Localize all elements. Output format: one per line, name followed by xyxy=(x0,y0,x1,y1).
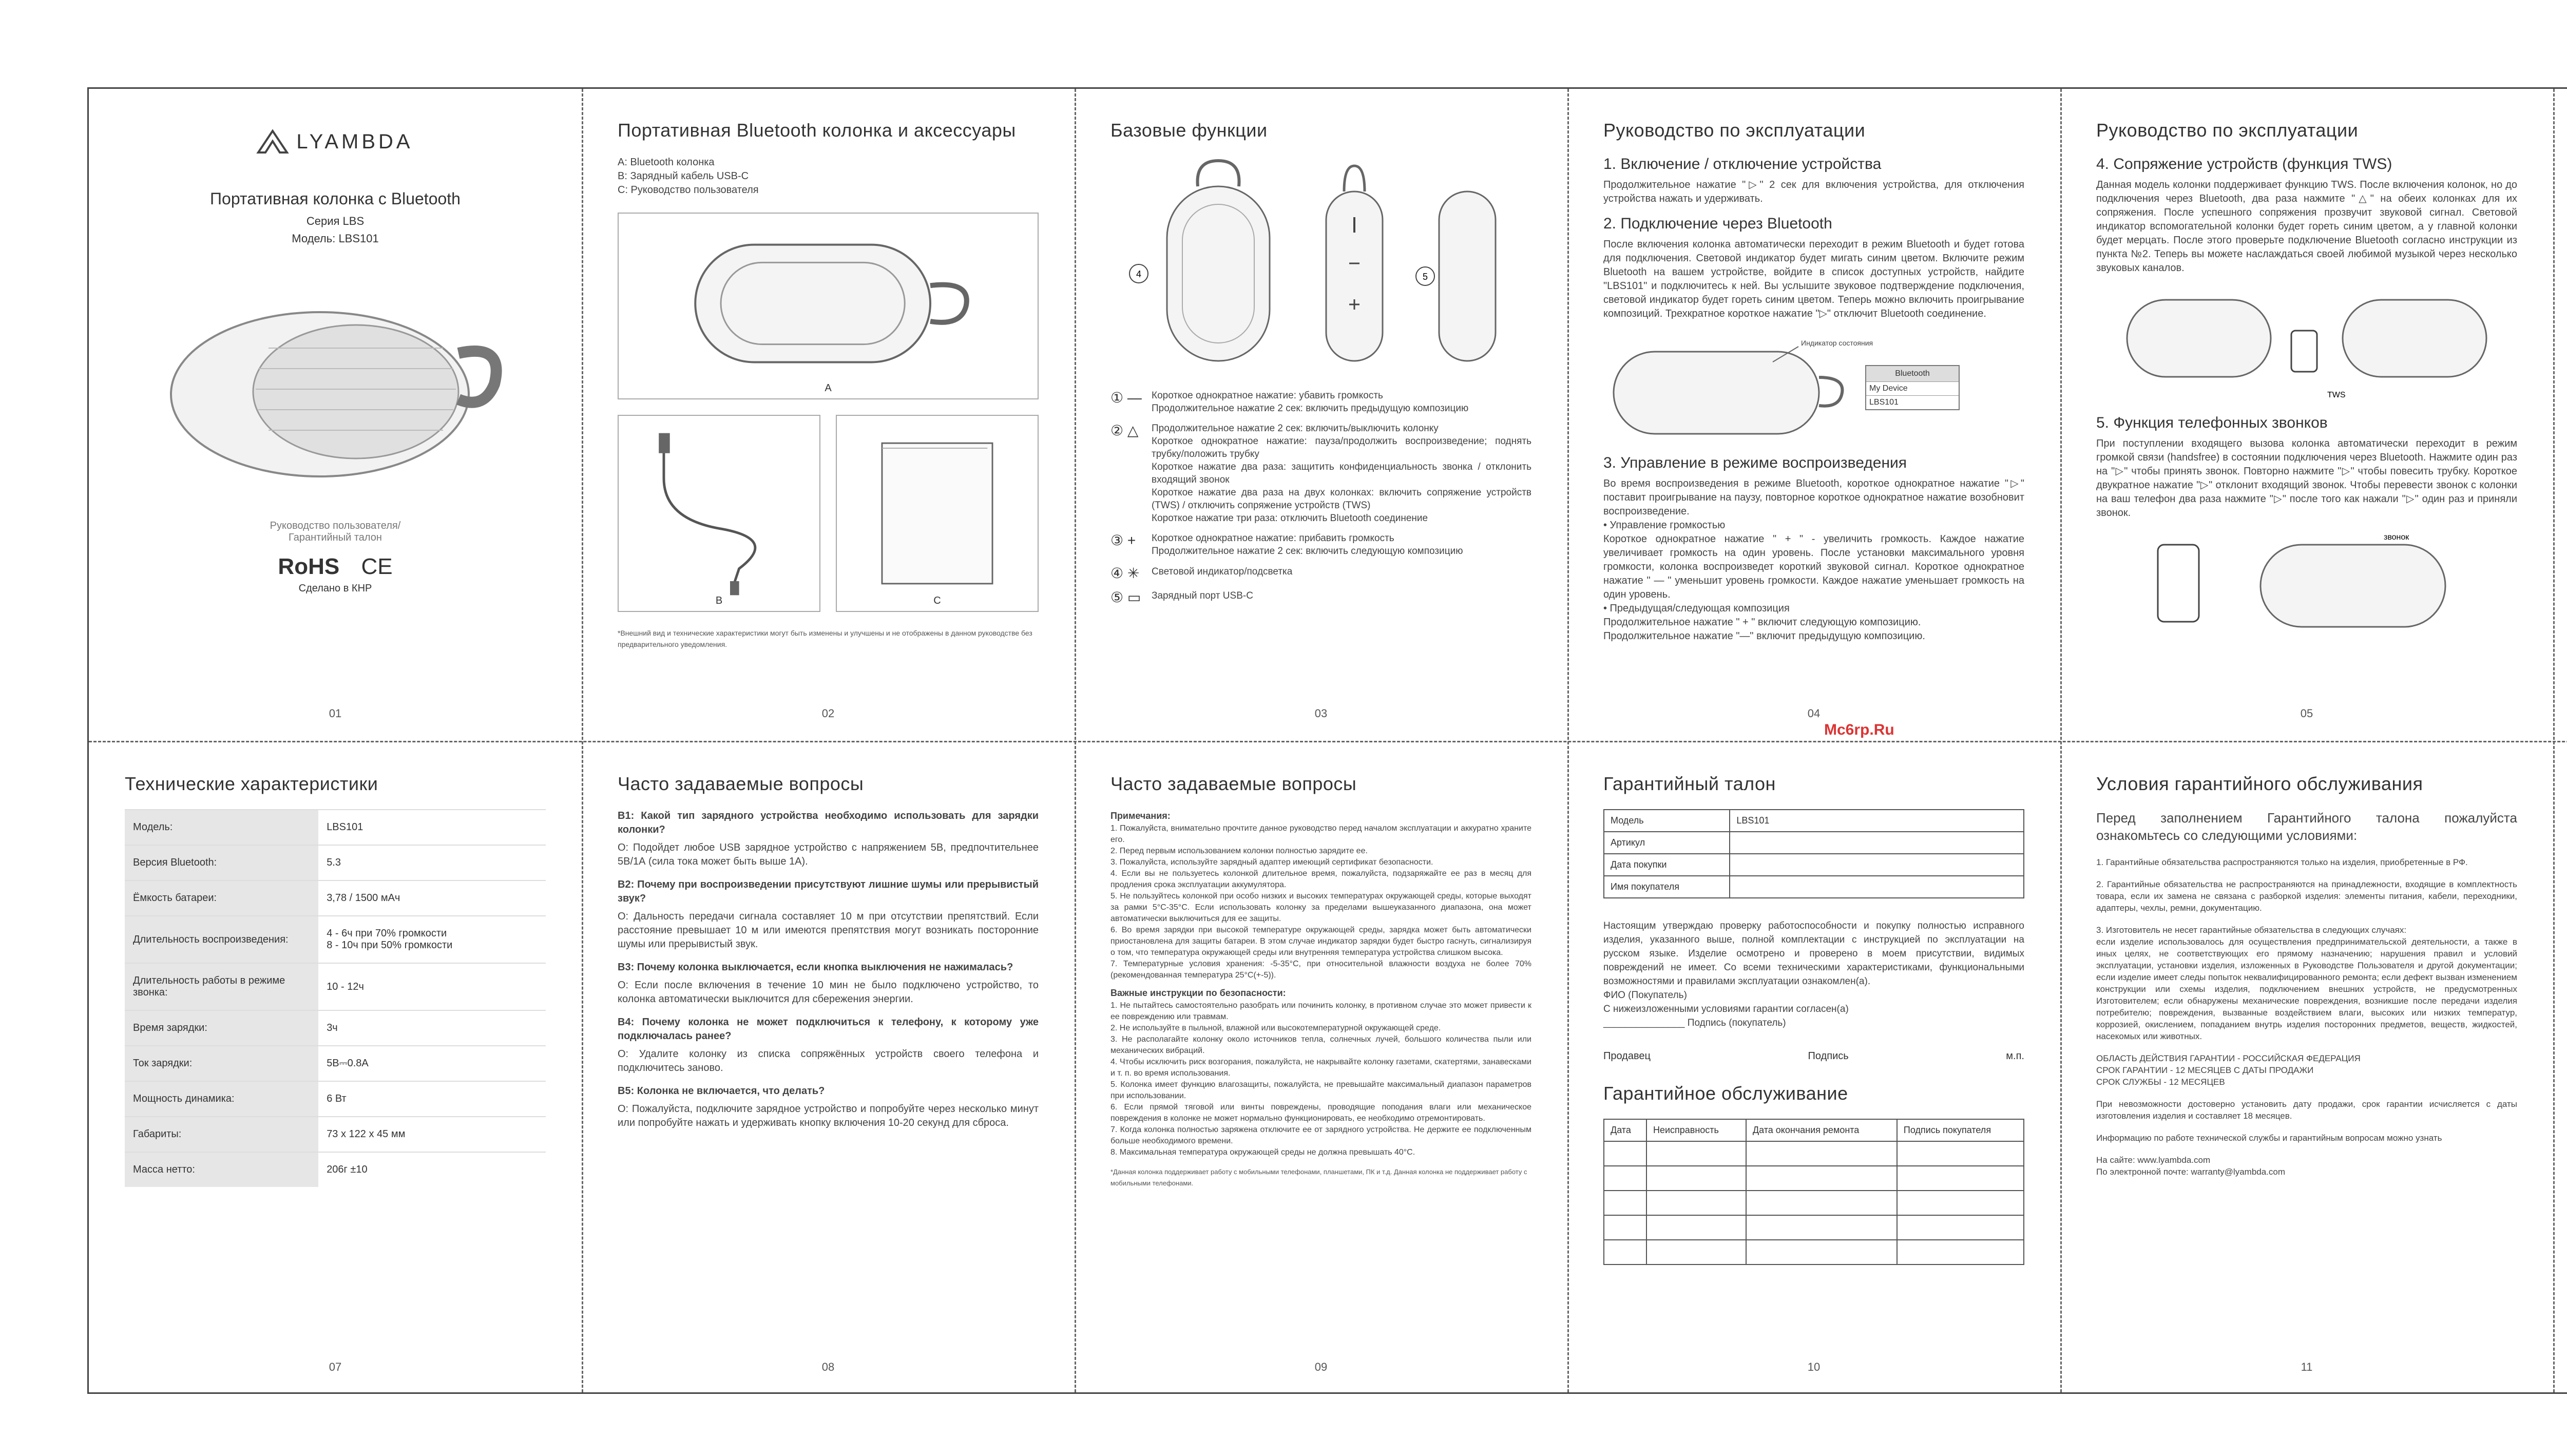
manual-panel-1 xyxy=(1567,89,2060,741)
function-item xyxy=(1110,389,1531,415)
page-number: 07 xyxy=(329,1361,342,1373)
warranty-text: Настоящим утверждаю проверку работоспособности и покупку полностью исправного изделия, указанного выше, полной комплектации с инструкцией по эксплуатации на русском языке. Изделие осмотрено и проверено в моем присутствии, видимых повреждений не имеет. Со всеми техническими характеристиками, функциональными возможностями и правилами эксплуатации ознакомлен(а). ФИО (Покупатель) С нижеизложенными условиями гарантии согласен(а) _______________ Подпись (покупатель) xyxy=(1603,921,2024,1028)
manual-panel-2 xyxy=(2060,89,2553,741)
watermark: Mc6rp.Ru xyxy=(1824,721,1894,738)
faq-question: В4: Почему колонка не может подключиться к телефону, к которому уже подключалась ранее? xyxy=(618,1017,1039,1042)
specs-panel xyxy=(89,742,582,1394)
basic-functions-panel xyxy=(1075,89,1567,741)
warranty-title: Гарантийный талон xyxy=(1603,773,1776,794)
cover-guide: Руководство пользователя/ xyxy=(270,520,401,531)
manual-box xyxy=(836,415,1039,612)
brand-logo xyxy=(125,130,546,154)
rohs-mark: RoHS xyxy=(278,554,340,579)
spec-value: 3,78 / 1500 мАч xyxy=(318,880,546,916)
section-title: 4. Сопряжение устройств (функция TWS) xyxy=(2096,156,2392,173)
warranty-region: ОБЛАСТЬ ДЕЙСТВИЯ ГАРАНТИИ - РОССИЙСКАЯ ФЕДЕРАЦИЯ СРОК ГАРАНТИИ - 12 МЕСЯЦЕВ С ДАТЫ ПРОДАЖИ СРОК СЛУЖБЫ - 12 МЕСЯЦЕВ xyxy=(2096,1053,2361,1087)
accessory-item: A: Bluetooth колонка xyxy=(618,157,715,168)
cover-title: Портативная колонка с Bluetooth xyxy=(210,189,461,208)
faq-question: В3: Почему колонка выключается, если кнопка выключения не нажималась? xyxy=(618,962,1013,973)
spec-value: 5В⎓0.8A xyxy=(318,1046,546,1081)
faq-title: Часто задаваемые вопросы xyxy=(618,773,864,794)
phone-bluetooth-menu xyxy=(1865,365,1960,410)
speaker-top-view xyxy=(619,214,1038,398)
spec-row xyxy=(125,810,546,845)
tws-caption: TWS xyxy=(2327,391,2346,399)
accessories-panel xyxy=(582,89,1075,741)
brand-name: LYAMBDA xyxy=(296,130,413,153)
label-c: C xyxy=(933,595,941,606)
faq2-title: Часто задаваемые вопросы xyxy=(1110,773,1357,794)
service-header: Дата окончания ремонта xyxy=(1746,1119,1897,1141)
specs-title: Технические характеристики xyxy=(125,773,378,794)
faq-answer: О: Подойдет любое USB зарядное устройство с напряжением 5В, предпочтительнее 5В/1А (сила тока может быть выше 1А). xyxy=(618,842,1039,867)
section-text: Данная модель колонки поддерживает функцию TWS. После включения колонок, но до подключения через Bluetooth, два раза нажмите "△" на обеих колонках для их сопряжения. После успешного сопряжения прозвучит звуковой сигнал. Световой индикатор вспомогательной колонки будет гореть синим цветом, а у главной колонки будет мерцать. После этого проверьте подключение Bluetooth согласно инструкции из пункта №2. Теперь вы можете наслаждаться своей любимой музыкой через несколько звуковых каналов. xyxy=(2096,179,2517,274)
stamp-label: м.п. xyxy=(2006,1050,2024,1062)
manual1-title: Руководство по эксплуатации xyxy=(1603,120,1866,141)
cable-box xyxy=(618,415,820,612)
usb-cable-icon xyxy=(619,416,819,611)
function-text: Световой индикатор/подсветка xyxy=(1152,566,1293,577)
section-title: 5. Функция телефонных звонков xyxy=(2096,414,2328,431)
section-text: Продолжительное нажатие "▷" 2 сек для включения устройства, для отключения устройства нажать и удерживать. xyxy=(1603,179,2024,204)
warranty-note: При невозможности достоверно установить дату продажи, срок гарантии исчисляется с даты изготовления изделия и составляет 18 месяцев. xyxy=(2096,1099,2517,1121)
spec-row xyxy=(125,1117,546,1152)
certification-marks xyxy=(125,554,546,580)
button-plus-icon: ③ + xyxy=(1110,532,1136,548)
warranty-field-label: Артикул xyxy=(1604,832,1730,854)
condition-item: 3. Изготовитель не несет гарантийные обязательства в следующих случаях: если изделие использовалось для осуществления предпринимательской деятельности, а также в иных целях, не соответствующих его прямому назначению; нарушения правил и условий эксплуатации, установки изделия, изложенных в Руководстве Пользователя и другой документации; если изделие имеет следы попыток неквалифицированного ремонта; если дефект вызван изменением конструкции или схемы изделия, подключением внешних устройств, не предусмотренных Изготовителем; если обнаружены механические повреждения, возникшие после передачи изделия потребителю; повреждения, вызванные воздействием влаги, высоких или низких температур, коррозией, окислением, попаданием внутрь изделия посторонних предметов, веществ, жидкостей, насекомых или животных. xyxy=(2096,925,2517,1041)
indicator-caption: Индикатор состояния xyxy=(1801,339,1873,347)
warranty-email-link[interactable]: По электронной почте: warranty@lyambda.com xyxy=(2096,1167,2286,1177)
spec-key: Масса нетто: xyxy=(125,1152,318,1187)
condition-item: 2. Гарантийные обязательства не распространяются на принадлежности, входящие в комплектность товара, если их замена не связана с разборкой изделия: элементы питания, кабели, переходники, адаптеры, чехлы, ремни, документацию. xyxy=(2096,879,2517,913)
function-text: Короткое однократное нажатие: убавить громкость Продолжительное нажатие 2 сек: включить предыдущую композицию xyxy=(1152,390,1469,414)
spec-key: Ёмкость батареи: xyxy=(125,880,318,916)
condition-item: 1. Гарантийные обязательства распространяются только на изделия, приобретенные в РФ. xyxy=(2096,857,2468,867)
seller-label: Продавец xyxy=(1603,1050,1651,1062)
svg-text:5: 5 xyxy=(1422,272,1428,282)
faq-answer: О: Если после включения в течение 10 мин не было подключено устройство, то колонка автоматически выключится для сбережения энергии. xyxy=(618,980,1039,1005)
spec-row xyxy=(125,1152,546,1187)
basic-title: Базовые функции xyxy=(1110,120,1268,141)
page-number: 02 xyxy=(821,707,835,720)
usb-port-icon: ⑤ ▭ xyxy=(1110,589,1141,605)
tws-illustration xyxy=(2096,279,2517,403)
safety-title: Важные инструкции по безопасности: xyxy=(1110,988,1286,998)
warranty-info: Информацию по работе технической службы и гарантийным вопросам можно узнать xyxy=(2096,1133,2442,1143)
label-a: A xyxy=(825,382,832,394)
service-table xyxy=(1603,1119,2024,1265)
manual-sheet xyxy=(87,87,2567,1394)
spec-value: 10 - 12ч xyxy=(318,963,546,1010)
page-number: 01 xyxy=(329,707,342,720)
accessory-item: C: Руководство пользователя xyxy=(618,184,759,196)
accessories-footnote: *Внешний вид и технические характеристики могут быть изменены и улучшены и не отображены в данном руководстве без предварительного уведомления. xyxy=(618,629,1032,648)
service-title: Гарантийное обслуживание xyxy=(1603,1083,1848,1104)
spec-row xyxy=(125,963,546,1010)
faq-panel-1 xyxy=(582,742,1075,1394)
faq-answer: О: Удалите колонку из списка сопряжённых устройств своего телефона и подключитесь заново. xyxy=(618,1048,1039,1074)
spec-key: Длительность воспроизведения: xyxy=(125,916,318,963)
section-title: 2. Подключение через Bluetooth xyxy=(1603,215,1832,232)
bluetooth-illustration xyxy=(1603,331,2024,444)
button-power-icon: ② △ xyxy=(1110,423,1139,438)
spec-value: 3ч xyxy=(318,1010,546,1046)
speaker-indicator-view xyxy=(1603,331,1873,444)
spec-key: Мощность динамика: xyxy=(125,1081,318,1117)
section-title: 3. Управление в режиме воспроизведения xyxy=(1603,454,1907,471)
spec-value: 206г ±10 xyxy=(318,1152,546,1187)
function-item xyxy=(1110,589,1531,606)
service-header: Неисправность xyxy=(1646,1119,1746,1141)
warranty-table xyxy=(1603,809,2024,898)
faq-panel-2 xyxy=(1075,742,1567,1394)
spec-value: 5.3 xyxy=(318,845,546,880)
page-number: 09 xyxy=(1314,1361,1328,1373)
warranty-site-link[interactable]: На сайте: www.lyambda.com xyxy=(2096,1155,2211,1165)
faq2-footnote: *Данная колонка поддерживает работу с мобильными телефонами, планшетами, ПК и т.д. Данная колонка не поддерживает работу с мобильными телефонами. xyxy=(1110,1168,1527,1187)
page-number: 11 xyxy=(2301,1361,2313,1373)
warranty-field-label: Модель xyxy=(1604,810,1730,832)
cover-model: Модель: LBS101 xyxy=(292,232,379,245)
techspec-panel xyxy=(2553,742,2567,1394)
spec-value: LBS101 xyxy=(318,810,546,845)
function-item xyxy=(1110,532,1531,558)
made-in: Сделано в КНР xyxy=(298,583,372,594)
warranty-field-value[interactable] xyxy=(1730,854,2024,876)
function-text: Короткое однократное нажатие: прибавить громкость Продолжительное нажатие 2 сек: включить следующую композицию xyxy=(1152,533,1463,557)
svg-text:4: 4 xyxy=(1136,269,1142,279)
conditions-panel xyxy=(2060,742,2553,1394)
function-text: Продолжительное нажатие 2 сек: включить/выключить колонку Короткое однократное нажатие: пауза/продолжить воспроизведение; поднять трубку/положить трубку Короткое нажатие два раза: защитить конфиденциальность звонка / отклонить входящий звонок Короткое нажатие два раза на двух колонках: включить сопряжение устройств (TWS) / отключить сопряжение устройств (TWS) Короткое нажатие три раза: отключить Bluetooth соединение xyxy=(1152,423,1531,524)
button-minus-icon: ① — xyxy=(1110,390,1142,406)
page-number: 08 xyxy=(821,1361,835,1373)
speaker-illustration xyxy=(156,266,515,497)
notes-title: Примечания: xyxy=(1110,811,1171,821)
warranty-field-label: Имя покупателя xyxy=(1604,876,1730,898)
warranty-field-value[interactable] xyxy=(1730,876,2024,898)
function-text: Зарядный порт USB-C xyxy=(1152,590,1253,601)
faq-question: В1: Какой тип зарядного устройства необходимо использовать для зарядки колонки? xyxy=(618,810,1039,835)
bluetooth-device-item: LBS101 xyxy=(1866,395,1959,409)
spec-key: Версия Bluetooth: xyxy=(125,845,318,880)
safety-text: 1. Не пытайтесь самостоятельно разобрать или починить колонку, в противном случае это может привести к ее повреждению или травмам. 2. Не используйте в пыльной, влажной или высокотемпературной окружающей среде. 3. Не располагайте колонку около источников тепла, солнечных лучей, большого количества пыли или механических вибраций. 4. Чтобы исключить риск возгорания, пожалуйста, не накрывайте колонку газетами, скатертями, занавесками и т. п. во время использования. 5. Колонка имеет функцию влагозащиты, пожалуйста, не превышайте максимальный диапазон параметров при использовании. 6. Если прямой тяговой или винты повреждены, проводящие поподания влаги или механическое повреждения в колонке не может нормально функционировать, ее необходимо отремонтировать. 7. Когда колонка полностью заряжена отключите ее от зарядного устройства. Не держите ее подключенным больше необходимого времени. 8. Максимальная температура окружающей среды не должна превышать 40°С. xyxy=(1110,1001,1531,1157)
signature-line xyxy=(1603,1050,2024,1062)
bluetooth-device-item: My Device xyxy=(1866,381,1959,395)
page-number: 05 xyxy=(2300,707,2313,720)
cover-warranty: Гарантийный талон xyxy=(289,532,382,543)
spec-row xyxy=(125,1010,546,1046)
light-indicator-icon: ④ ✳ xyxy=(1110,565,1140,581)
manual2-title: Руководство по эксплуатации xyxy=(2096,120,2359,141)
section-text: Во время воспроизведения в режиме Bluetooth, короткое однократное нажатие "▷" поставит проигрывание на паузу, повторное короткое однократное нажатие возобновит воспроизведение. • Управление громкостью Короткое однократное нажатие " + " - увеличить громкость. Каждое нажатие увеличивает громкость на один уровень. После установки максимального уровня громкости, колонка воспроизведет короткий звуковой сигнал. Короткое однократное нажатие " — " уменьшит уровень громкости. Каждое нажатие уменьшает громкость на один уровень. • Предыдущая/следующая композиция Продолжительное нажатие " + " включит следующую композицию. Продолжительное нажатие "—" включит предыдущую композицию. xyxy=(1603,478,2024,642)
service-header: Дата xyxy=(1604,1119,1646,1141)
label-b: B xyxy=(715,595,723,606)
faq-answer: О: Дальность передачи сигнала составляет 10 м при отсутствии препятствий. Если расстояние превышает 10 м или имеются препятствия могут возникать посторонние шумы или прерывистый звук. xyxy=(618,911,1039,950)
spec-row xyxy=(125,1081,546,1117)
signature-label: Подпись xyxy=(1808,1050,1849,1062)
page-number: 04 xyxy=(1807,707,1821,720)
conditions-title: Условия гарантийного обслуживания xyxy=(2096,773,2423,794)
bluetooth-menu-title: Bluetooth xyxy=(1866,366,1959,381)
spec-row xyxy=(125,880,546,916)
page-number: 10 xyxy=(1807,1361,1821,1373)
spec-value: 73 x 122 x 45 мм xyxy=(318,1117,546,1152)
service-header: Подпись покупателя xyxy=(1897,1119,2024,1141)
spec-value: 6 Вт xyxy=(318,1081,546,1117)
warranty-field-value[interactable]: LBS101 xyxy=(1730,810,2024,832)
spec-key: Время зарядки: xyxy=(125,1010,318,1046)
call-caption: звонок xyxy=(2384,533,2409,542)
cover-series: Серия LBS xyxy=(306,215,365,227)
speaker-box xyxy=(618,213,1039,399)
function-item xyxy=(1110,422,1531,525)
conditions-intro: Перед заполнением Гарантийного талона пожалуйста ознакомьтесь со следующими условиями: xyxy=(2096,810,2517,843)
lyambda-logo-icon xyxy=(257,130,288,154)
page-number xyxy=(2553,707,2567,720)
warranty-field-value[interactable] xyxy=(1730,832,2024,854)
section-title: 1. Включение / отключение устройства xyxy=(1603,156,1882,173)
spec-key: Габариты: xyxy=(125,1117,318,1152)
faq-question: В2: Почему при воспроизведении присутствуют лишние шумы или прерывистый звук? xyxy=(618,879,1039,904)
page-number xyxy=(2553,1361,2567,1374)
manual-booklet-icon xyxy=(837,416,1038,611)
spec-key: Модель: xyxy=(125,810,318,845)
accessory-item: B: Зарядный кабель USB-C xyxy=(618,170,749,182)
spec-value: 4 - 6ч при 70% громкости 8 - 10ч при 50% громкости xyxy=(318,916,546,963)
spec-row xyxy=(125,1046,546,1081)
spec-key: Длительность работы в режиме звонка: xyxy=(125,963,318,1010)
call-illustration xyxy=(2096,524,2517,637)
faq-question: В5: Колонка не включается, что делать? xyxy=(618,1085,825,1097)
section-text: При поступлении входящего вызова колонка автоматически переходит в режим громкой связи (handsfree) в состоянии подключения через Bluetooth. Нажмите один раз на "▷" чтобы принять звонок. Повторно нажмите "▷" чтобы повесить трубку. Короткое двукратное нажатие "▷" отклонит входящий звонок. Чтобы перевести звонок с колонки на ваш телефон два раза нажмите "▷" после того как нажали "▷" один раз и приняли звонок. xyxy=(2096,438,2517,519)
manual-panel-3 xyxy=(2553,89,2567,741)
spec-key: Ток зарядки: xyxy=(125,1046,318,1081)
notes-text: 1. Пожалуйста, внимательно прочтите данное руководство перед началом эксплуатации и аккуратно храните его. 2. Перед первым использованием колонки полностью зарядите ее. 3. Пожалуйста, используйте зарядный адаптер имеющий сертификат безопасности. 4. Если вы не пользуетесь колонкой длительное время, пожалуйста, подзаряжайте ее раз в месяц для продления срока эксплуатации аккумулятора. 5. Не пользуйтесь колонкой при особо низких и высоких температурах окружающей среды, которые выходят за рамки 5°C-35°C. Если использовать колонку за пределами вышеуказанного диапазона, она может автоматически выключиться для ее защиты. 6. Во время зарядки при высокой температуре окружающей среды, зарядка может быть автоматически приостановлена для защиты батареи. В этом случае индикатор зарядки будет быстро гаснуть, сигнализируя о том, что температура окружающей среды или внутренняя температура устройства слишком высока. 7. Температурные условия хранения: -5-35°C, при относительной влажности воздуха не более 70% (рекомендованная температура 25°C(+-5)). xyxy=(1110,824,1531,980)
section-text: После включения колонка автоматически переходит в режим Bluetooth и будет готова для подключения. Световой индикатор будет мигать синим цветом. Включите режим Bluetooth на вашем устройстве, войдите в список доступных устройств, найдите "LBS101" и подключитесь к ней. Вы услышите звуковое подтверждение подключения, световой индикатор будет гореть синим цветом. Теперь можно включить проигрывание композиций. Трехкратное короткое нажатие "▷" отключит Bluetooth соединение. xyxy=(1603,239,2024,319)
speaker-front-side-views xyxy=(1110,156,1531,381)
warranty-panel xyxy=(1567,742,2060,1394)
spec-row xyxy=(125,916,546,963)
faq-answer: О: Пожалуйста, подключите зарядное устройство и попробуйте через несколько минут или попробуйте нажать и удерживать кнопку включения 10-20 секунд для сброса. xyxy=(618,1103,1039,1128)
function-item xyxy=(1110,565,1531,582)
warranty-field-label: Дата покупки xyxy=(1604,854,1730,876)
accessories-title: Портативная Bluetooth колонка и аксессуары xyxy=(618,120,1016,141)
specs-table xyxy=(125,809,546,1187)
spec-row xyxy=(125,845,546,880)
page-number: 03 xyxy=(1314,707,1328,720)
cover-panel xyxy=(89,89,582,741)
ce-mark: CE xyxy=(361,554,393,579)
